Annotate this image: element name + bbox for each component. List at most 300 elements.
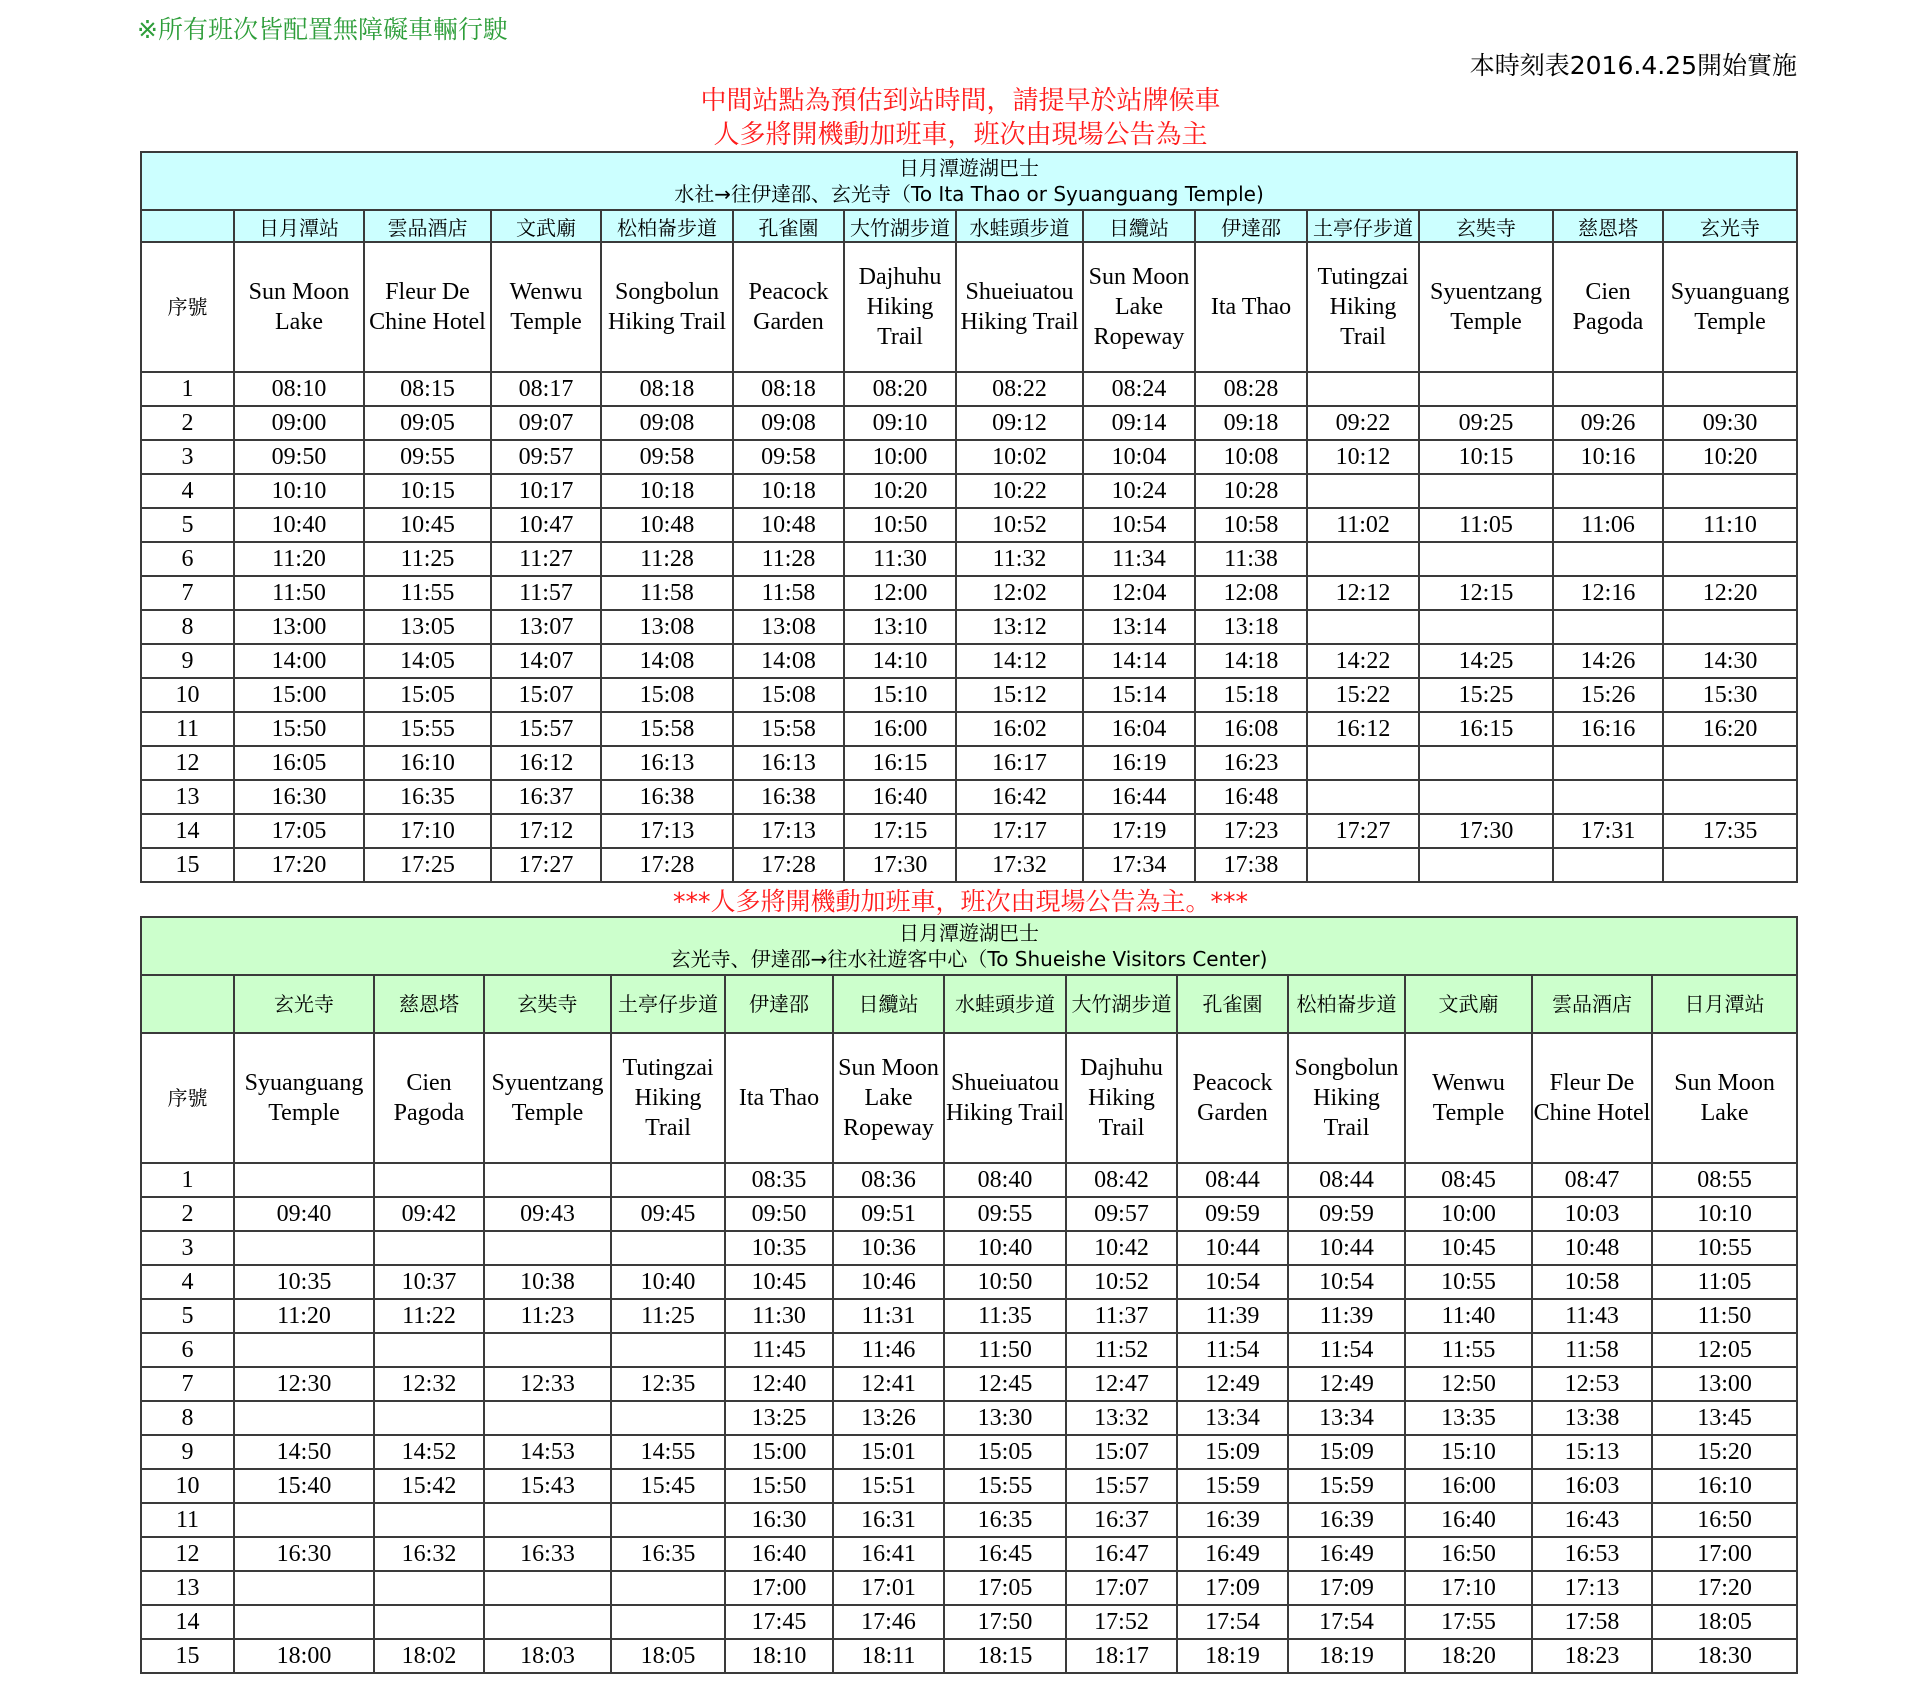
time-cell: 12:40 — [725, 1367, 833, 1401]
time-cell: 09:57 — [1066, 1197, 1177, 1231]
time-cell: 15:50 — [234, 712, 364, 746]
time-cell — [1553, 848, 1663, 882]
timetable-return — [140, 916, 1798, 1674]
time-cell: 08:35 — [725, 1163, 833, 1197]
return-stop-en: Fleur De Chine Hotel — [1532, 1033, 1652, 1163]
time-cell: 15:08 — [601, 678, 733, 712]
time-cell — [484, 1503, 611, 1537]
time-cell — [1307, 610, 1419, 644]
return-stop-en: Syuentzang Temple — [484, 1033, 611, 1163]
time-cell: 08:15 — [364, 372, 491, 406]
time-cell: 10:40 — [944, 1231, 1066, 1265]
time-cell: 16:35 — [364, 780, 491, 814]
time-cell: 08:10 — [234, 372, 364, 406]
time-cell: 10:35 — [725, 1231, 833, 1265]
time-cell: 10:15 — [1419, 440, 1553, 474]
time-cell: 17:30 — [1419, 814, 1553, 848]
time-cell: 17:52 — [1066, 1605, 1177, 1639]
outbound-stop-en: Sun Moon Lake Ropeway — [1083, 242, 1195, 372]
time-cell: 15:26 — [1553, 678, 1663, 712]
return-stop-en: Syuanguang Temple — [234, 1033, 374, 1163]
time-cell: 09:57 — [491, 440, 601, 474]
time-cell — [234, 1231, 374, 1265]
time-cell: 16:40 — [1405, 1503, 1532, 1537]
time-cell: 15:00 — [725, 1435, 833, 1469]
time-cell: 18:23 — [1532, 1639, 1652, 1673]
time-cell: 10:02 — [956, 440, 1083, 474]
table-row — [141, 440, 1797, 474]
time-cell: 09:40 — [234, 1197, 374, 1231]
return-stop-en: Sun Moon Lake — [1652, 1033, 1797, 1163]
time-cell: 15:12 — [956, 678, 1083, 712]
time-cell: 12:05 — [1652, 1333, 1797, 1367]
time-cell: 16:13 — [601, 746, 733, 780]
table-row — [141, 1333, 1797, 1367]
time-cell: 10:04 — [1083, 440, 1195, 474]
time-cell: 17:13 — [601, 814, 733, 848]
table-row — [141, 712, 1797, 746]
outbound-stop-en: Songbolun Hiking Trail — [601, 242, 733, 372]
trip-number: 3 — [141, 440, 234, 474]
time-cell: 09:25 — [1419, 406, 1553, 440]
outbound-stop-zh: 玄光寺 — [1663, 210, 1797, 242]
time-cell: 15:20 — [1652, 1435, 1797, 1469]
time-cell: 16:02 — [956, 712, 1083, 746]
time-cell — [374, 1401, 484, 1435]
time-cell: 10:38 — [484, 1265, 611, 1299]
trip-number: 5 — [141, 508, 234, 542]
time-cell: 09:07 — [491, 406, 601, 440]
time-cell: 17:27 — [1307, 814, 1419, 848]
header-spacer — [141, 210, 234, 242]
time-cell: 11:20 — [234, 1299, 374, 1333]
trip-number: 9 — [141, 644, 234, 678]
time-cell — [1553, 746, 1663, 780]
time-cell: 13:14 — [1083, 610, 1195, 644]
time-cell: 11:28 — [601, 542, 733, 576]
time-cell: 10:48 — [733, 508, 844, 542]
time-cell: 10:45 — [725, 1265, 833, 1299]
time-cell: 15:57 — [1066, 1469, 1177, 1503]
time-cell: 17:09 — [1177, 1571, 1288, 1605]
table-row — [141, 746, 1797, 780]
time-cell: 16:37 — [491, 780, 601, 814]
time-cell: 16:19 — [1083, 746, 1195, 780]
time-cell: 11:10 — [1663, 508, 1797, 542]
time-cell: 15:22 — [1307, 678, 1419, 712]
return-stop-en: Peacock Garden — [1177, 1033, 1288, 1163]
time-cell: 11:58 — [601, 576, 733, 610]
time-cell: 09:58 — [733, 440, 844, 474]
time-cell: 10:58 — [1532, 1265, 1652, 1299]
time-cell: 09:30 — [1663, 406, 1797, 440]
time-cell: 16:08 — [1195, 712, 1307, 746]
outbound-title-row — [141, 152, 1797, 210]
time-cell: 10:12 — [1307, 440, 1419, 474]
header-spacer — [141, 975, 234, 1033]
time-cell: 10:55 — [1405, 1265, 1532, 1299]
trip-number: 8 — [141, 1401, 234, 1435]
time-cell: 14:05 — [364, 644, 491, 678]
time-cell: 10:50 — [844, 508, 956, 542]
time-cell: 16:13 — [733, 746, 844, 780]
time-cell: 17:05 — [944, 1571, 1066, 1605]
time-cell: 10:52 — [956, 508, 1083, 542]
table-row — [141, 1605, 1797, 1639]
time-cell: 10:54 — [1177, 1265, 1288, 1299]
time-cell: 13:07 — [491, 610, 601, 644]
time-cell: 17:54 — [1288, 1605, 1405, 1639]
table-row — [141, 610, 1797, 644]
time-cell: 16:20 — [1663, 712, 1797, 746]
time-cell: 08:36 — [833, 1163, 944, 1197]
table-row — [141, 1163, 1797, 1197]
time-cell: 15:43 — [484, 1469, 611, 1503]
time-cell: 10:55 — [1652, 1231, 1797, 1265]
time-cell: 10:24 — [1083, 474, 1195, 508]
trip-number: 6 — [141, 542, 234, 576]
time-cell: 10:28 — [1195, 474, 1307, 508]
time-cell: 13:18 — [1195, 610, 1307, 644]
time-cell: 13:00 — [234, 610, 364, 644]
time-cell: 16:31 — [833, 1503, 944, 1537]
time-cell: 10:37 — [374, 1265, 484, 1299]
return-title-row — [141, 917, 1797, 975]
time-cell: 17:34 — [1083, 848, 1195, 882]
time-cell: 09:59 — [1177, 1197, 1288, 1231]
time-cell: 17:35 — [1663, 814, 1797, 848]
time-cell: 17:15 — [844, 814, 956, 848]
time-cell: 18:05 — [611, 1639, 725, 1673]
time-cell: 12:53 — [1532, 1367, 1652, 1401]
time-cell: 11:23 — [484, 1299, 611, 1333]
time-cell: 16:30 — [725, 1503, 833, 1537]
time-cell: 10:17 — [491, 474, 601, 508]
trip-number: 14 — [141, 814, 234, 848]
accessibility-note: ※所有班次皆配置無障礙車輛行駛 — [137, 15, 508, 44]
time-cell: 15:50 — [725, 1469, 833, 1503]
time-cell: 10:50 — [944, 1265, 1066, 1299]
time-cell: 17:10 — [1405, 1571, 1532, 1605]
return-stop-zh: 孔雀園 — [1177, 975, 1288, 1033]
time-cell: 08:42 — [1066, 1163, 1177, 1197]
time-cell: 17:07 — [1066, 1571, 1177, 1605]
time-cell: 17:00 — [725, 1571, 833, 1605]
time-cell: 11:52 — [1066, 1333, 1177, 1367]
time-cell — [611, 1401, 725, 1435]
outbound-route-title: 日月潭遊湖巴士 — [899, 156, 1040, 180]
time-cell — [611, 1333, 725, 1367]
time-cell: 09:45 — [611, 1197, 725, 1231]
time-cell: 08:22 — [956, 372, 1083, 406]
time-cell: 16:48 — [1195, 780, 1307, 814]
time-cell: 11:50 — [944, 1333, 1066, 1367]
outbound-stop-en: Syuanguang Temple — [1663, 242, 1797, 372]
outbound-stop-en: Sun Moon Lake — [234, 242, 364, 372]
time-cell: 09:12 — [956, 406, 1083, 440]
time-cell: 16:10 — [364, 746, 491, 780]
time-cell: 09:00 — [234, 406, 364, 440]
time-cell: 18:15 — [944, 1639, 1066, 1673]
table-row — [141, 1401, 1797, 1435]
time-cell: 10:18 — [601, 474, 733, 508]
time-cell: 08:47 — [1532, 1163, 1652, 1197]
time-cell — [1553, 372, 1663, 406]
return-stop-zh: 慈恩塔 — [374, 975, 484, 1033]
time-cell: 13:32 — [1066, 1401, 1177, 1435]
time-cell: 09:58 — [601, 440, 733, 474]
time-cell: 11:20 — [234, 542, 364, 576]
time-cell: 11:30 — [844, 542, 956, 576]
time-cell — [1307, 474, 1419, 508]
time-cell: 10:40 — [234, 508, 364, 542]
time-cell: 16:35 — [611, 1537, 725, 1571]
outbound-stop-zh: 日月潭站 — [234, 210, 364, 242]
time-cell: 16:15 — [844, 746, 956, 780]
time-cell: 16:42 — [956, 780, 1083, 814]
table-row — [141, 542, 1797, 576]
time-cell: 15:10 — [1405, 1435, 1532, 1469]
time-cell: 16:33 — [484, 1537, 611, 1571]
time-cell: 15:55 — [944, 1469, 1066, 1503]
table-row — [141, 372, 1797, 406]
time-cell: 15:30 — [1663, 678, 1797, 712]
time-cell: 11:05 — [1419, 508, 1553, 542]
time-cell: 10:46 — [833, 1265, 944, 1299]
outbound-stop-en: Ita Thao — [1195, 242, 1307, 372]
time-cell: 11:54 — [1177, 1333, 1288, 1367]
trip-number: 7 — [141, 576, 234, 610]
time-cell: 09:55 — [944, 1197, 1066, 1231]
trip-number: 12 — [141, 746, 234, 780]
time-cell — [1419, 372, 1553, 406]
outbound-stop-en: Fleur De Chine Hotel — [364, 242, 491, 372]
trip-number: 5 — [141, 1299, 234, 1333]
table-row — [141, 1197, 1797, 1231]
time-cell: 09:05 — [364, 406, 491, 440]
time-cell: 17:38 — [1195, 848, 1307, 882]
time-cell: 11:34 — [1083, 542, 1195, 576]
time-cell: 10:40 — [611, 1265, 725, 1299]
time-cell — [374, 1163, 484, 1197]
outbound-stop-en: Peacock Garden — [733, 242, 844, 372]
return-stop-en: Tutingzai Hiking Trail — [611, 1033, 725, 1163]
time-cell: 11:37 — [1066, 1299, 1177, 1333]
time-cell: 10:15 — [364, 474, 491, 508]
table-row — [141, 474, 1797, 508]
trip-number: 1 — [141, 372, 234, 406]
time-cell: 15:09 — [1177, 1435, 1288, 1469]
time-cell: 17:30 — [844, 848, 956, 882]
time-cell — [1419, 610, 1553, 644]
time-cell: 15:10 — [844, 678, 956, 712]
time-cell: 18:02 — [374, 1639, 484, 1673]
time-cell: 12:45 — [944, 1367, 1066, 1401]
time-cell: 17:54 — [1177, 1605, 1288, 1639]
time-cell: 10:45 — [1405, 1231, 1532, 1265]
time-cell — [374, 1571, 484, 1605]
outbound-stop-zh: 玄奘寺 — [1419, 210, 1553, 242]
time-cell — [1553, 780, 1663, 814]
time-cell: 12:33 — [484, 1367, 611, 1401]
time-cell: 12:16 — [1553, 576, 1663, 610]
time-cell: 10:42 — [1066, 1231, 1177, 1265]
time-cell: 11:58 — [733, 576, 844, 610]
time-cell: 10:18 — [733, 474, 844, 508]
time-cell — [234, 1571, 374, 1605]
effective-date: 本時刻表2016.4.25開始實施 — [1469, 51, 1797, 80]
time-cell: 16:44 — [1083, 780, 1195, 814]
time-cell: 12:49 — [1177, 1367, 1288, 1401]
time-cell: 12:02 — [956, 576, 1083, 610]
time-cell: 10:44 — [1288, 1231, 1405, 1265]
time-cell: 18:03 — [484, 1639, 611, 1673]
time-cell: 18:05 — [1652, 1605, 1797, 1639]
time-cell: 10:35 — [234, 1265, 374, 1299]
time-cell: 14:07 — [491, 644, 601, 678]
timetable-outbound — [140, 151, 1798, 883]
time-cell: 14:22 — [1307, 644, 1419, 678]
time-cell: 16:35 — [944, 1503, 1066, 1537]
time-cell: 14:55 — [611, 1435, 725, 1469]
table-row — [141, 1435, 1797, 1469]
time-cell: 11:28 — [733, 542, 844, 576]
table-row — [141, 848, 1797, 882]
time-cell: 15:01 — [833, 1435, 944, 1469]
time-cell: 10:44 — [1177, 1231, 1288, 1265]
time-cell: 12:35 — [611, 1367, 725, 1401]
trip-number: 6 — [141, 1333, 234, 1367]
time-cell: 08:44 — [1177, 1163, 1288, 1197]
trip-number: 1 — [141, 1163, 234, 1197]
return-stop-zh: 水蛙頭步道 — [944, 975, 1066, 1033]
time-cell: 14:12 — [956, 644, 1083, 678]
time-cell: 11:06 — [1553, 508, 1663, 542]
time-cell: 17:55 — [1405, 1605, 1532, 1639]
time-cell: 11:43 — [1532, 1299, 1652, 1333]
time-cell: 16:38 — [733, 780, 844, 814]
time-cell — [1419, 746, 1553, 780]
time-cell — [1663, 610, 1797, 644]
time-cell — [374, 1605, 484, 1639]
time-cell: 16:00 — [1405, 1469, 1532, 1503]
return-stop-zh: 文武廟 — [1405, 975, 1532, 1033]
time-cell — [1419, 542, 1553, 576]
time-cell — [611, 1605, 725, 1639]
trip-number: 15 — [141, 848, 234, 882]
time-cell: 18:11 — [833, 1639, 944, 1673]
time-cell: 13:38 — [1532, 1401, 1652, 1435]
time-cell: 09:08 — [733, 406, 844, 440]
time-cell: 15:00 — [234, 678, 364, 712]
time-cell: 11:57 — [491, 576, 601, 610]
time-cell: 17:25 — [364, 848, 491, 882]
time-cell: 17:10 — [364, 814, 491, 848]
trip-number: 15 — [141, 1639, 234, 1673]
time-cell: 10:54 — [1288, 1265, 1405, 1299]
time-cell — [1553, 542, 1663, 576]
time-cell: 17:05 — [234, 814, 364, 848]
time-cell: 17:31 — [1553, 814, 1663, 848]
time-cell: 17:13 — [1532, 1571, 1652, 1605]
trip-number: 10 — [141, 678, 234, 712]
table-row — [141, 1231, 1797, 1265]
time-cell: 17:27 — [491, 848, 601, 882]
time-cell: 11:39 — [1288, 1299, 1405, 1333]
outbound-route-subtitle: 水社→往伊達邵、玄光寺（To Ita Thao or Syuanguang Temple) — [674, 182, 1264, 206]
time-cell: 11:05 — [1652, 1265, 1797, 1299]
return-stops-zh-row — [141, 975, 1797, 1033]
time-cell: 13:05 — [364, 610, 491, 644]
time-cell: 11:45 — [725, 1333, 833, 1367]
return-stop-en: Shueiuatou Hiking Trail — [944, 1033, 1066, 1163]
time-cell: 15:14 — [1083, 678, 1195, 712]
time-cell: 17:12 — [491, 814, 601, 848]
outbound-stop-en: Cien Pagoda — [1553, 242, 1663, 372]
time-cell: 18:10 — [725, 1639, 833, 1673]
time-cell: 16:12 — [1307, 712, 1419, 746]
time-cell: 13:12 — [956, 610, 1083, 644]
time-cell: 13:08 — [733, 610, 844, 644]
time-cell: 13:08 — [601, 610, 733, 644]
table-row — [141, 508, 1797, 542]
time-cell: 16:39 — [1288, 1503, 1405, 1537]
outbound-stop-zh: 雲品酒店 — [364, 210, 491, 242]
time-cell: 11:35 — [944, 1299, 1066, 1333]
time-cell: 17:20 — [234, 848, 364, 882]
time-cell: 10:54 — [1083, 508, 1195, 542]
time-cell: 08:40 — [944, 1163, 1066, 1197]
time-cell: 14:08 — [601, 644, 733, 678]
time-cell: 18:00 — [234, 1639, 374, 1673]
time-cell: 15:57 — [491, 712, 601, 746]
time-cell: 10:47 — [491, 508, 601, 542]
time-cell — [611, 1503, 725, 1537]
time-cell — [374, 1231, 484, 1265]
table-row — [141, 1299, 1797, 1333]
table-row — [141, 678, 1797, 712]
time-cell: 14:00 — [234, 644, 364, 678]
time-cell — [1307, 746, 1419, 780]
time-cell: 09:59 — [1288, 1197, 1405, 1231]
outbound-stop-zh: 孔雀園 — [733, 210, 844, 242]
time-cell: 12:04 — [1083, 576, 1195, 610]
time-cell: 11:30 — [725, 1299, 833, 1333]
time-cell: 17:46 — [833, 1605, 944, 1639]
time-cell — [1307, 542, 1419, 576]
time-cell: 12:20 — [1663, 576, 1797, 610]
time-cell: 10:10 — [234, 474, 364, 508]
time-cell: 09:22 — [1307, 406, 1419, 440]
time-cell: 13:26 — [833, 1401, 944, 1435]
return-stop-zh: 玄光寺 — [234, 975, 374, 1033]
time-cell: 17:01 — [833, 1571, 944, 1605]
time-cell: 14:08 — [733, 644, 844, 678]
return-route-subtitle: 玄光寺、伊達邵→往水社遊客中心（To Shueishe Visitors Center) — [670, 947, 1268, 971]
time-cell — [1553, 610, 1663, 644]
time-cell: 17:09 — [1288, 1571, 1405, 1605]
outbound-stop-en: Shueiuatou Hiking Trail — [956, 242, 1083, 372]
outbound-stops-zh-row — [141, 210, 1797, 242]
table-row — [141, 576, 1797, 610]
time-cell: 12:41 — [833, 1367, 944, 1401]
time-cell: 12:08 — [1195, 576, 1307, 610]
trip-number: 7 — [141, 1367, 234, 1401]
time-cell: 12:30 — [234, 1367, 374, 1401]
outbound-stop-en: Dajhuhu Hiking Trail — [844, 242, 956, 372]
time-cell: 11:39 — [1177, 1299, 1288, 1333]
table-row — [141, 1367, 1797, 1401]
